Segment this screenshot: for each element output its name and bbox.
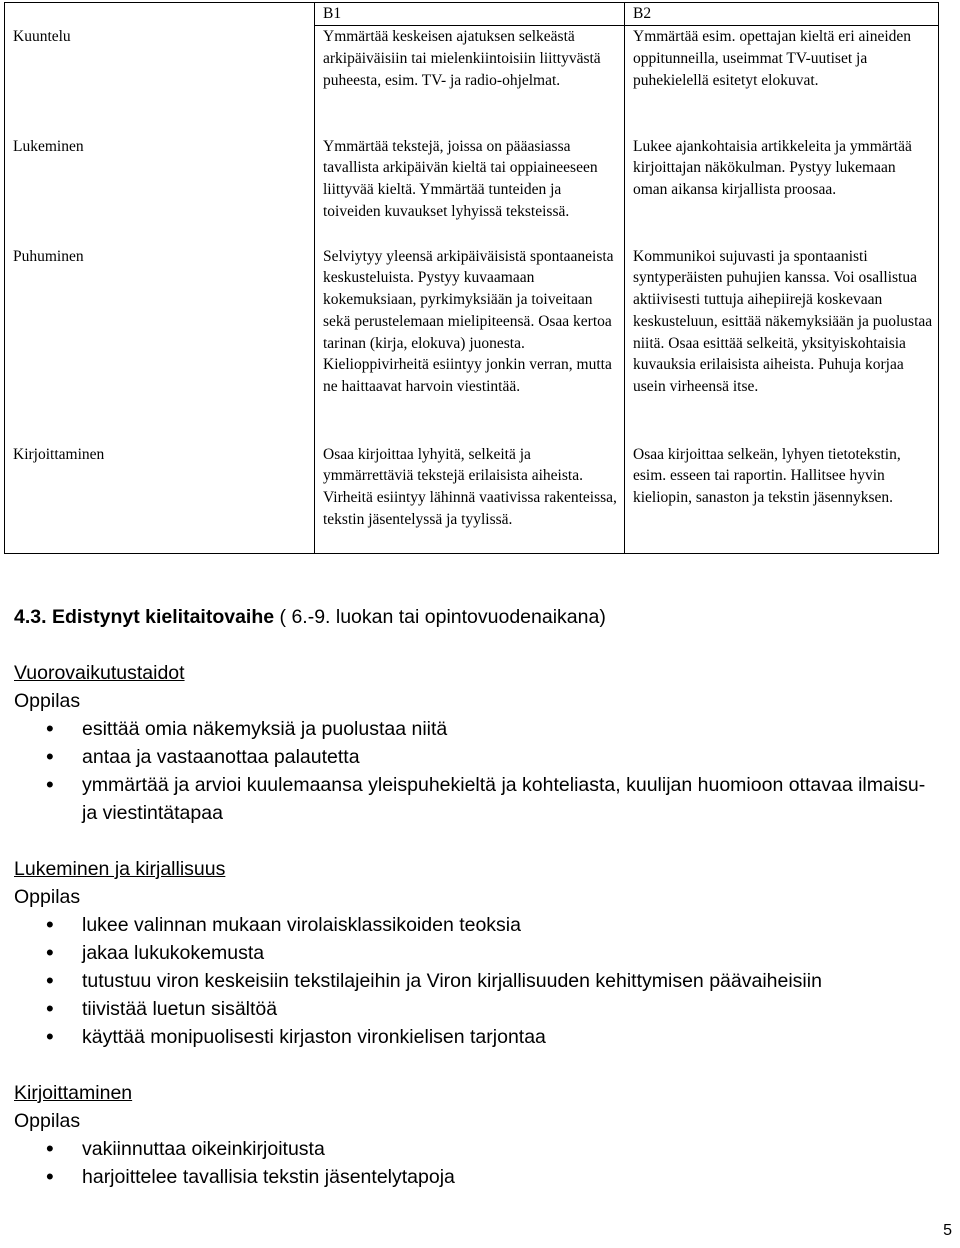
table-row: [5, 246, 939, 444]
group-subject: Oppilas: [14, 690, 81, 712]
proficiency-table: [4, 2, 939, 554]
b1-cell: Ymmärtää tekstejä, joissa on pääasiassa tavallista arkipäivän kieltä tai oppiaineeseen liittyvää kieltä. Ymmärtää tunteiden ja toiveiden kuvaukset lyhyissä teksteissä.: [315, 136, 625, 246]
skill-label: Kuuntelu: [5, 26, 315, 136]
section-heading-note: ( 6.-9. luokan tai opintovuodenaikana): [274, 606, 606, 628]
header-b1: B1: [315, 3, 625, 26]
section-heading-number: 4.3. Edistynyt kielitaitovaihe: [14, 606, 275, 628]
group-title: Kirjoittaminen: [14, 1082, 133, 1104]
header-b2: B2: [625, 3, 939, 26]
advanced-stage-section: [14, 603, 944, 1219]
skill-label: Lukeminen: [5, 136, 315, 246]
group-reading: [14, 855, 944, 1051]
b2-cell: Osaa kirjoittaa selkeän, lyhyen tietotekstin, esim. esseen tai raportin. Hallitsee hyvin kieliopin, sanaston ja tekstin jäsennyksen.: [625, 444, 939, 554]
list-item: • tutustuu viron keskeisiin tekstilajeihin ja Viron kirjallisuuden kehittymisen päävaiheisiin: [14, 967, 944, 995]
group-title: Lukeminen ja kirjallisuus: [14, 858, 226, 880]
b2-cell: Ymmärtää esim. opettajan kieltä eri aineiden oppitunneilla, useimmat TV-uutiset ja puhekielellä esitetyt elokuvat.: [625, 26, 939, 136]
page-number: 5: [943, 1222, 952, 1239]
list-item: • esittää omia näkemyksiä ja puolustaa niitä: [14, 715, 944, 743]
section-heading: [14, 603, 944, 631]
bullet-list: [14, 911, 944, 1051]
table-header-row: [5, 3, 939, 26]
skill-label: Kirjoittaminen: [5, 444, 315, 554]
list-item: • harjoittelee tavallisia tekstin jäsentelytapoja: [14, 1163, 944, 1191]
list-item: • käyttää monipuolisesti kirjaston vironkielisen tarjontaa: [14, 1023, 944, 1051]
b1-cell: Osaa kirjoittaa lyhyitä, selkeitä ja ymmärrettäviä tekstejä erilaisista aiheista. Virheitä esiintyy lähinnä vaativissa rakenteissa, tekstin jäsentelyssä ja tyylissä.: [315, 444, 625, 554]
bullet-list: [14, 715, 944, 827]
list-item: • lukee valinnan mukaan virolaisklassikoiden teoksia: [14, 911, 944, 939]
b1-cell: Selviytyy yleensä arkipäiväisistä spontaaneista keskusteluista. Pystyy kuvaamaan kokemuksiaan, pyrkimyksiään ja toiveitaan sekä perustelemaan mielipiteensä. Osaa kertoa tarinan (kirja, elokuva) juonesta. Kielioppivirheitä esiintyy jonkin verran, mutta ne haittaavat harvoin viestintää.: [315, 246, 625, 444]
list-item: • jakaa lukukokemusta: [14, 939, 944, 967]
list-item: • ymmärtää ja arvioi kuulemaansa yleispuhekieltä ja kohteliasta, kuulijan huomioon ottavaa ilmaisu- ja viestintätapaa: [14, 771, 944, 827]
list-item: • tiivistää luetun sisältöä: [14, 995, 944, 1023]
list-item: • antaa ja vastaanottaa palautetta: [14, 743, 944, 771]
table-row: [5, 26, 939, 136]
group-interaction: [14, 659, 944, 827]
b2-cell: Lukee ajankohtaisia artikkeleita ja ymmärtää kirjoittajan näkökulman. Pystyy lukemaan oman aikansa kirjallista proosaa.: [625, 136, 939, 246]
group-title: Vuorovaikutustaidot: [14, 662, 185, 684]
group-subject: Oppilas: [14, 1110, 81, 1132]
skill-label: Puhuminen: [5, 246, 315, 444]
bullet-list: [14, 1135, 944, 1191]
table-row: [5, 136, 939, 246]
group-subject: Oppilas: [14, 886, 81, 908]
group-writing: [14, 1079, 944, 1191]
table-row: [5, 444, 939, 554]
list-item: • vakiinnuttaa oikeinkirjoitusta: [14, 1135, 944, 1163]
header-empty: [5, 3, 315, 26]
b1-cell: Ymmärtää keskeisen ajatuksen selkeästä arkipäiväisiin tai mielenkiintoisiin liittyvästä puheesta, esim. TV- ja radio-ohjelmat.: [315, 26, 625, 136]
b2-cell: Kommunikoi sujuvasti ja spontaanisti syntyperäisten puhujien kanssa. Voi osallistua aktiivisesti tuttuja aihepiirejä koskevaan keskusteluun, esittää näkemyksiään ja puolustaa niitä. Osaa esittää selkeitä, yksityiskohtaisia kuvauksia erilaisista aiheista. Puhuja korjaa usein virheensä itse.: [625, 246, 939, 444]
